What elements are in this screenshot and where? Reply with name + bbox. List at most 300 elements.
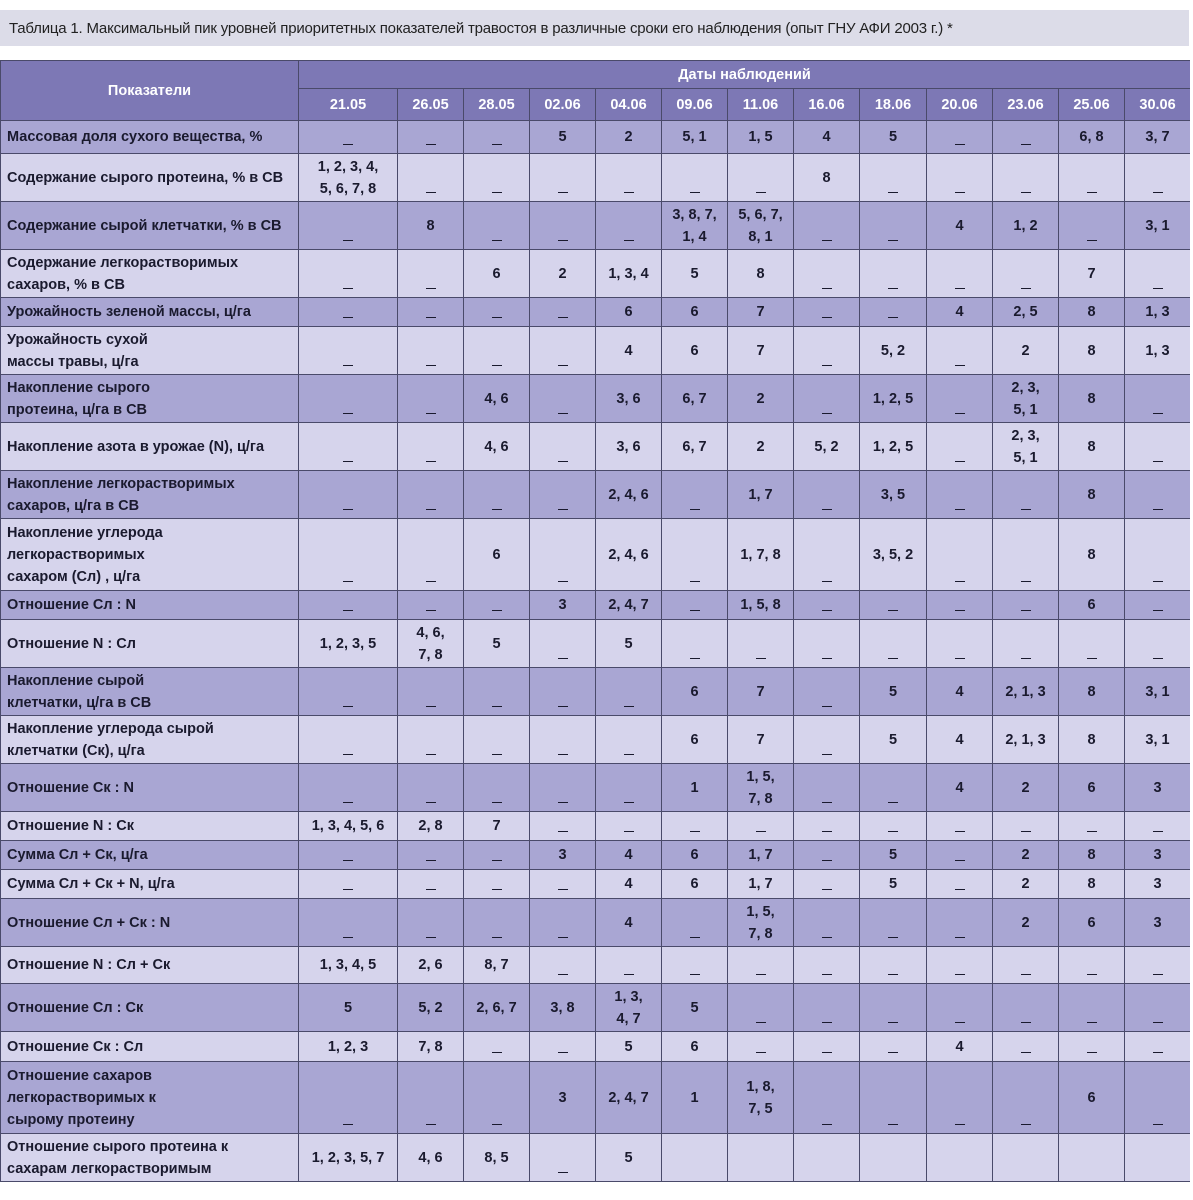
dash-placeholder bbox=[1153, 818, 1163, 832]
dash-placeholder bbox=[343, 400, 353, 414]
value-cell bbox=[1059, 154, 1125, 202]
value-cell bbox=[464, 202, 530, 250]
dash-placeholder bbox=[955, 876, 965, 890]
dash-placeholder bbox=[492, 1111, 502, 1125]
value-cell: 6 bbox=[596, 298, 662, 327]
value-cell: 5 bbox=[860, 121, 927, 154]
value-cell bbox=[398, 899, 464, 947]
dash-placeholder bbox=[822, 496, 832, 510]
value-cell bbox=[1125, 154, 1191, 202]
value-cell bbox=[728, 947, 794, 984]
value-cell bbox=[596, 668, 662, 716]
dash-placeholder bbox=[888, 1009, 898, 1023]
dash-placeholder bbox=[1153, 1009, 1163, 1023]
value-cell: 6 bbox=[1059, 899, 1125, 947]
dash-placeholder bbox=[1021, 597, 1031, 611]
dash-placeholder bbox=[822, 961, 832, 975]
dash-placeholder bbox=[690, 496, 700, 510]
dash-placeholder bbox=[624, 227, 634, 241]
value-cell: 2 bbox=[728, 375, 794, 423]
value-cell bbox=[398, 327, 464, 375]
dash-placeholder bbox=[1087, 227, 1097, 241]
dash-placeholder bbox=[955, 1009, 965, 1023]
indicators-table bbox=[0, 60, 1190, 1182]
value-cell bbox=[1125, 620, 1191, 668]
value-cell bbox=[530, 154, 596, 202]
value-cell bbox=[596, 812, 662, 841]
value-cell bbox=[794, 375, 860, 423]
value-cell bbox=[299, 764, 398, 812]
value-cell bbox=[398, 841, 464, 870]
value-cell bbox=[1125, 423, 1191, 471]
value-cell bbox=[464, 1032, 530, 1062]
indicator-label: Урожайность сухой массы травы, ц/га bbox=[1, 327, 299, 375]
dash-placeholder bbox=[756, 1009, 766, 1023]
value-cell bbox=[794, 1032, 860, 1062]
value-cell bbox=[662, 899, 728, 947]
value-cell: 4 bbox=[596, 899, 662, 947]
dash-placeholder bbox=[624, 961, 634, 975]
value-cell bbox=[993, 984, 1059, 1032]
dash-placeholder bbox=[1021, 1111, 1031, 1125]
value-cell: 6 bbox=[662, 327, 728, 375]
indicator-label: Накопление азота в урожае (N), ц/га bbox=[1, 423, 299, 471]
dash-placeholder bbox=[1153, 597, 1163, 611]
dash-placeholder bbox=[426, 847, 436, 861]
dash-placeholder bbox=[1021, 131, 1031, 145]
value-cell: 5 bbox=[860, 668, 927, 716]
value-cell: 6 bbox=[662, 298, 728, 327]
dash-placeholder bbox=[624, 789, 634, 803]
value-cell: 4, 6 bbox=[464, 423, 530, 471]
value-cell: 3 bbox=[530, 1062, 596, 1134]
dash-placeholder bbox=[426, 924, 436, 938]
value-cell bbox=[530, 423, 596, 471]
dash-placeholder bbox=[822, 924, 832, 938]
dash-placeholder bbox=[1153, 400, 1163, 414]
value-cell bbox=[993, 812, 1059, 841]
dash-placeholder bbox=[690, 645, 700, 659]
dash-placeholder bbox=[1021, 568, 1031, 582]
value-cell: 8 bbox=[1059, 716, 1125, 764]
table-row bbox=[1, 764, 1191, 812]
value-cell bbox=[728, 984, 794, 1032]
date-column-header: 21.05 bbox=[299, 89, 398, 121]
dash-placeholder bbox=[624, 818, 634, 832]
value-cell: 1, 3, 4, 5 bbox=[299, 947, 398, 984]
value-cell: 5, 2 bbox=[794, 423, 860, 471]
date-column-header: 09.06 bbox=[662, 89, 728, 121]
dash-placeholder bbox=[822, 275, 832, 289]
indicator-label: Отношение Сл : Ск bbox=[1, 984, 299, 1032]
dash-placeholder bbox=[822, 1009, 832, 1023]
value-cell: 3 bbox=[530, 591, 596, 620]
table-row bbox=[1, 1134, 1191, 1182]
value-cell bbox=[927, 423, 993, 471]
indicator-label: Отношение N : Сл bbox=[1, 620, 299, 668]
dash-placeholder bbox=[343, 131, 353, 145]
value-cell: 8 bbox=[1059, 298, 1125, 327]
value-cell bbox=[464, 298, 530, 327]
value-cell: 2, 4, 6 bbox=[596, 471, 662, 519]
date-column-header: 11.06 bbox=[728, 89, 794, 121]
dash-placeholder bbox=[1153, 1111, 1163, 1125]
table-row bbox=[1, 984, 1191, 1032]
dash-placeholder bbox=[1087, 961, 1097, 975]
value-cell: 2 bbox=[993, 841, 1059, 870]
value-cell bbox=[464, 841, 530, 870]
dash-placeholder bbox=[822, 352, 832, 366]
value-cell: 2 bbox=[596, 121, 662, 154]
value-cell bbox=[728, 620, 794, 668]
value-cell bbox=[596, 202, 662, 250]
dash-placeholder bbox=[1087, 1009, 1097, 1023]
dash-placeholder bbox=[1153, 496, 1163, 510]
dash-placeholder bbox=[822, 597, 832, 611]
dash-placeholder bbox=[756, 818, 766, 832]
dash-placeholder bbox=[955, 131, 965, 145]
dash-placeholder bbox=[343, 568, 353, 582]
value-cell bbox=[398, 298, 464, 327]
value-cell bbox=[530, 620, 596, 668]
dash-placeholder bbox=[492, 924, 502, 938]
value-cell bbox=[860, 1032, 927, 1062]
value-cell bbox=[1059, 984, 1125, 1032]
value-cell bbox=[993, 471, 1059, 519]
dash-placeholder bbox=[888, 1039, 898, 1053]
dash-placeholder bbox=[756, 179, 766, 193]
indicator-label: Отношение сахаров легкорастворимых к сырому протеину bbox=[1, 1062, 299, 1134]
dash-placeholder bbox=[822, 227, 832, 241]
dash-placeholder bbox=[492, 352, 502, 366]
value-cell bbox=[464, 327, 530, 375]
value-cell bbox=[794, 620, 860, 668]
table-row bbox=[1, 154, 1191, 202]
value-cell: 5 bbox=[596, 1134, 662, 1182]
dash-placeholder bbox=[426, 568, 436, 582]
dash-placeholder bbox=[888, 818, 898, 832]
value-cell bbox=[530, 1134, 596, 1182]
value-cell bbox=[927, 1134, 993, 1182]
value-cell bbox=[927, 1062, 993, 1134]
value-cell: 3 bbox=[530, 841, 596, 870]
value-cell bbox=[1059, 947, 1125, 984]
indicator-label: Сумма Сл + Ск + N, ц/га bbox=[1, 870, 299, 899]
value-cell bbox=[1125, 471, 1191, 519]
dash-placeholder bbox=[558, 645, 568, 659]
value-cell: 3, 1 bbox=[1125, 716, 1191, 764]
value-cell bbox=[596, 716, 662, 764]
dash-placeholder bbox=[955, 448, 965, 462]
value-cell bbox=[860, 899, 927, 947]
value-cell: 1, 2, 3, 5 bbox=[299, 620, 398, 668]
dash-placeholder bbox=[426, 597, 436, 611]
value-cell bbox=[662, 947, 728, 984]
value-cell bbox=[927, 947, 993, 984]
value-cell: 1, 3, 4, 5, 6 bbox=[299, 812, 398, 841]
table-row bbox=[1, 841, 1191, 870]
dash-placeholder bbox=[888, 227, 898, 241]
dash-placeholder bbox=[343, 275, 353, 289]
value-cell: 1, 7 bbox=[728, 841, 794, 870]
value-cell bbox=[299, 899, 398, 947]
table-caption-text: Таблица 1. Максимальный пик уровней приоритетных показателей травостоя в различные сроки его наблюдения (опыт ГНУ АФИ 2003 г.) * bbox=[9, 19, 953, 37]
indicator-label: Содержание сырого протеина, % в СВ bbox=[1, 154, 299, 202]
value-cell: 5 bbox=[299, 984, 398, 1032]
dash-placeholder bbox=[1153, 568, 1163, 582]
dash-placeholder bbox=[1087, 818, 1097, 832]
dash-placeholder bbox=[492, 847, 502, 861]
value-cell bbox=[398, 471, 464, 519]
value-cell: 7 bbox=[1059, 250, 1125, 298]
dash-placeholder bbox=[822, 876, 832, 890]
indicator-label: Массовая доля сухого вещества, % bbox=[1, 121, 299, 154]
dash-placeholder bbox=[756, 961, 766, 975]
date-column-header: 25.06 bbox=[1059, 89, 1125, 121]
value-cell bbox=[1125, 375, 1191, 423]
table-row bbox=[1, 250, 1191, 298]
value-cell bbox=[993, 620, 1059, 668]
dash-placeholder bbox=[492, 876, 502, 890]
value-cell: 1, 5, 8 bbox=[728, 591, 794, 620]
dash-placeholder bbox=[558, 1039, 568, 1053]
value-cell bbox=[794, 1134, 860, 1182]
value-cell: 8 bbox=[1059, 668, 1125, 716]
dash-placeholder bbox=[343, 496, 353, 510]
value-cell bbox=[398, 375, 464, 423]
dash-placeholder bbox=[955, 597, 965, 611]
value-cell: 2, 4, 7 bbox=[596, 1062, 662, 1134]
value-cell: 1, 3, 4, 7 bbox=[596, 984, 662, 1032]
dash-placeholder bbox=[955, 275, 965, 289]
indicator-label: Накопление углерода легкорастворимых сахаром (Сл) , ц/га bbox=[1, 519, 299, 591]
dash-placeholder bbox=[888, 924, 898, 938]
table-header bbox=[1, 61, 1191, 121]
value-cell: 4 bbox=[927, 202, 993, 250]
value-cell bbox=[794, 591, 860, 620]
value-cell: 1 bbox=[662, 764, 728, 812]
value-cell bbox=[530, 668, 596, 716]
value-cell bbox=[927, 591, 993, 620]
value-cell bbox=[794, 327, 860, 375]
dash-placeholder bbox=[558, 924, 568, 938]
value-cell: 2, 5 bbox=[993, 298, 1059, 327]
value-cell bbox=[860, 250, 927, 298]
dash-placeholder bbox=[426, 304, 436, 318]
dash-placeholder bbox=[558, 496, 568, 510]
value-cell: 1, 5, 7, 8 bbox=[728, 899, 794, 947]
value-cell bbox=[662, 1134, 728, 1182]
value-cell: 1, 2, 3 bbox=[299, 1032, 398, 1062]
dash-placeholder bbox=[1087, 645, 1097, 659]
value-cell bbox=[299, 121, 398, 154]
value-cell bbox=[1125, 250, 1191, 298]
dash-placeholder bbox=[822, 693, 832, 707]
dash-placeholder bbox=[343, 847, 353, 861]
value-cell: 2 bbox=[530, 250, 596, 298]
value-cell: 2 bbox=[993, 327, 1059, 375]
value-cell bbox=[927, 620, 993, 668]
dash-placeholder bbox=[558, 568, 568, 582]
dash-placeholder bbox=[624, 179, 634, 193]
dash-placeholder bbox=[690, 924, 700, 938]
dash-placeholder bbox=[822, 847, 832, 861]
dash-placeholder bbox=[955, 400, 965, 414]
value-cell bbox=[860, 591, 927, 620]
value-cell bbox=[794, 812, 860, 841]
value-cell: 2, 4, 7 bbox=[596, 591, 662, 620]
value-cell bbox=[993, 591, 1059, 620]
value-cell: 3, 8 bbox=[530, 984, 596, 1032]
value-cell bbox=[794, 1062, 860, 1134]
dash-placeholder bbox=[558, 961, 568, 975]
value-cell bbox=[728, 1032, 794, 1062]
dash-placeholder bbox=[343, 693, 353, 707]
value-cell: 3, 8, 7, 1, 4 bbox=[662, 202, 728, 250]
dash-placeholder bbox=[492, 496, 502, 510]
value-cell: 8 bbox=[398, 202, 464, 250]
table-row bbox=[1, 668, 1191, 716]
value-cell: 6 bbox=[662, 716, 728, 764]
dash-placeholder bbox=[426, 693, 436, 707]
value-cell bbox=[464, 764, 530, 812]
value-cell bbox=[794, 841, 860, 870]
dash-placeholder bbox=[426, 448, 436, 462]
dash-placeholder bbox=[343, 924, 353, 938]
dash-placeholder bbox=[1087, 1039, 1097, 1053]
table-row bbox=[1, 471, 1191, 519]
value-cell bbox=[464, 591, 530, 620]
value-cell: 6 bbox=[464, 250, 530, 298]
value-cell bbox=[860, 1134, 927, 1182]
date-column-header: 26.05 bbox=[398, 89, 464, 121]
dash-placeholder bbox=[558, 304, 568, 318]
date-column-header: 28.05 bbox=[464, 89, 530, 121]
value-cell bbox=[993, 250, 1059, 298]
value-cell: 2 bbox=[728, 423, 794, 471]
value-cell: 8, 7 bbox=[464, 947, 530, 984]
indicator-label: Накопление сырой клетчатки, ц/га в СВ bbox=[1, 668, 299, 716]
dash-placeholder bbox=[492, 789, 502, 803]
date-column-header: 18.06 bbox=[860, 89, 927, 121]
value-cell bbox=[596, 947, 662, 984]
value-cell bbox=[299, 423, 398, 471]
dash-placeholder bbox=[1087, 179, 1097, 193]
dash-placeholder bbox=[558, 789, 568, 803]
value-cell bbox=[530, 202, 596, 250]
dash-placeholder bbox=[624, 741, 634, 755]
value-cell bbox=[530, 327, 596, 375]
value-cell bbox=[860, 947, 927, 984]
value-cell bbox=[1125, 1032, 1191, 1062]
value-cell bbox=[728, 812, 794, 841]
dash-placeholder bbox=[558, 693, 568, 707]
value-cell: 5 bbox=[860, 841, 927, 870]
dash-placeholder bbox=[1153, 179, 1163, 193]
dash-placeholder bbox=[492, 741, 502, 755]
indicator-label: Отношение Ск : Сл bbox=[1, 1032, 299, 1062]
indicator-label: Накопление легкорастворимых сахаров, ц/га в СВ bbox=[1, 471, 299, 519]
value-cell bbox=[662, 471, 728, 519]
dash-placeholder bbox=[955, 645, 965, 659]
table-row bbox=[1, 202, 1191, 250]
value-cell bbox=[398, 250, 464, 298]
value-cell: 1, 3, 4 bbox=[596, 250, 662, 298]
value-cell: 5, 2 bbox=[860, 327, 927, 375]
indicator-label: Накопление сырого протеина, ц/га в СВ bbox=[1, 375, 299, 423]
value-cell bbox=[1125, 591, 1191, 620]
dash-placeholder bbox=[343, 1111, 353, 1125]
value-cell bbox=[530, 375, 596, 423]
dash-placeholder bbox=[426, 1111, 436, 1125]
dash-placeholder bbox=[343, 352, 353, 366]
table-container bbox=[0, 60, 1190, 1200]
value-cell bbox=[927, 250, 993, 298]
value-cell: 6 bbox=[1059, 1062, 1125, 1134]
value-cell bbox=[993, 1134, 1059, 1182]
value-cell bbox=[662, 591, 728, 620]
table-row bbox=[1, 947, 1191, 984]
dash-placeholder bbox=[492, 227, 502, 241]
value-cell: 2, 6 bbox=[398, 947, 464, 984]
dash-placeholder bbox=[955, 924, 965, 938]
value-cell bbox=[860, 1062, 927, 1134]
value-cell: 3, 1 bbox=[1125, 202, 1191, 250]
value-cell: 1, 2, 3, 4, 5, 6, 7, 8 bbox=[299, 154, 398, 202]
value-cell bbox=[1125, 984, 1191, 1032]
value-cell bbox=[794, 298, 860, 327]
value-cell bbox=[662, 620, 728, 668]
value-cell: 6 bbox=[662, 1032, 728, 1062]
table-row bbox=[1, 870, 1191, 899]
value-cell bbox=[464, 870, 530, 899]
dash-placeholder bbox=[343, 789, 353, 803]
dash-placeholder bbox=[492, 304, 502, 318]
indicator-label: Накопление углерода сырой клетчатки (Ск), ц/га bbox=[1, 716, 299, 764]
value-cell bbox=[794, 471, 860, 519]
dash-placeholder bbox=[1021, 496, 1031, 510]
value-cell: 5, 2 bbox=[398, 984, 464, 1032]
value-cell: 1, 8, 7, 5 bbox=[728, 1062, 794, 1134]
value-cell: 8 bbox=[728, 250, 794, 298]
value-cell: 7 bbox=[728, 327, 794, 375]
table-body bbox=[1, 121, 1191, 1182]
value-cell: 7 bbox=[728, 716, 794, 764]
dash-placeholder bbox=[558, 352, 568, 366]
value-cell bbox=[927, 812, 993, 841]
value-cell: 6 bbox=[1059, 591, 1125, 620]
dash-placeholder bbox=[426, 275, 436, 289]
table-row bbox=[1, 716, 1191, 764]
value-cell: 4 bbox=[927, 298, 993, 327]
value-cell: 8 bbox=[1059, 327, 1125, 375]
value-cell bbox=[662, 519, 728, 591]
value-cell: 2, 6, 7 bbox=[464, 984, 530, 1032]
value-cell: 3, 1 bbox=[1125, 668, 1191, 716]
value-cell bbox=[927, 519, 993, 591]
value-cell bbox=[299, 298, 398, 327]
dash-placeholder bbox=[690, 179, 700, 193]
dash-placeholder bbox=[426, 400, 436, 414]
table-row bbox=[1, 298, 1191, 327]
value-cell bbox=[794, 668, 860, 716]
value-cell bbox=[299, 250, 398, 298]
value-cell bbox=[1125, 519, 1191, 591]
value-cell: 1, 7, 8 bbox=[728, 519, 794, 591]
value-cell: 4 bbox=[596, 870, 662, 899]
value-cell: 7 bbox=[728, 298, 794, 327]
value-cell bbox=[794, 202, 860, 250]
